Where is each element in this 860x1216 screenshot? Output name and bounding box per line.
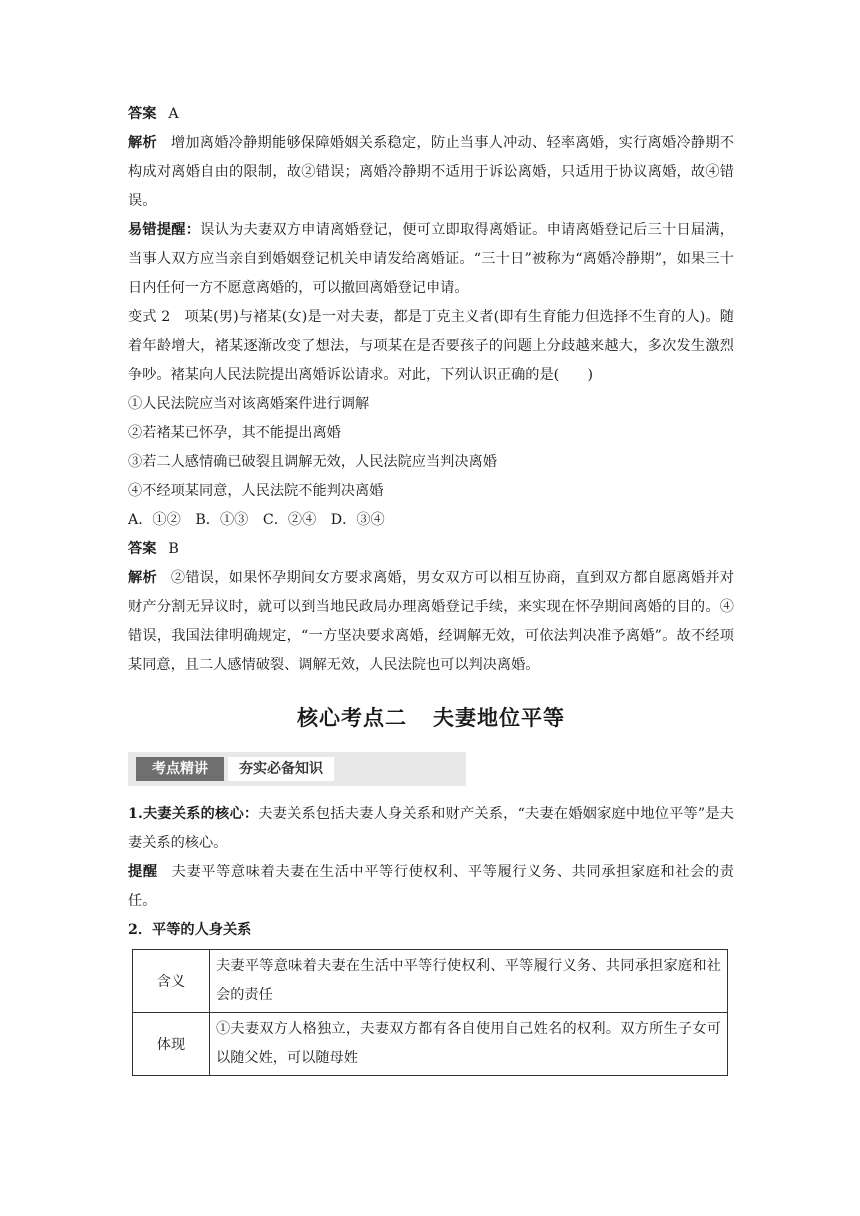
point-1-text: 夫妻关系包括夫妻人身关系和财产关系，“夫妻在婚姻家庭中地位平等”是夫妻关系的核心。 (128, 806, 734, 851)
analysis-label: 解析 (128, 135, 157, 151)
statement-3: ③若二人感情确已破裂且调解无效，人民法院应当判决离婚 (128, 454, 497, 470)
point-1-label: 1.夫妻关系的核心： (128, 806, 259, 822)
answer-label: 答案 (128, 541, 157, 557)
point-2-title: 2．平等的人身关系 (128, 922, 252, 938)
analysis-text: ②错误，如果怀孕期间女方要求离婚，男女双方可以相互协商，直到双方都自愿离婚并对财产分割无异议时，就可以到当地民政局办理离婚登记手续，来实现在怀孕期间离婚的目的。④错误，我国法律明确规定，“一方坚决要求离婚，经调解无效，可依法判决准予离婚”。故不经项某同意，且二人感情破裂、调解无效，人民法院也可以判决离婚。 (128, 570, 734, 673)
section-title-part2: 夫妻地位平等 (433, 706, 565, 730)
table-row-head: 体现 (133, 1013, 210, 1076)
table-row-content: ①夫妻双方人格独立，夫妻双方都有各自使用自己姓名的权利。双方所生子女可以随父姓，可以随母姓 (210, 1013, 728, 1076)
answer-value: A (168, 106, 179, 122)
variant-label: 变式 2 (128, 309, 171, 325)
reminder-text: 夫妻平等意味着夫妻在生活中平等行使权利、平等履行义务、共同承担家庭和社会的责任。 (128, 864, 734, 909)
table-row (133, 950, 728, 1013)
option-a: A．①② (128, 512, 181, 528)
mistake-tip-label: 易错提醒： (128, 222, 201, 238)
answer-1 (128, 100, 734, 129)
option-c: C．②④ (262, 512, 317, 528)
table-row (133, 1013, 728, 1076)
mistake-tip-text: 误认为夫妻双方申请离婚登记，便可立即取得离婚证。申请离婚登记后三十日届满，当事人双方应当亲自到婚姻登记机关申请发给离婚证。“三十日”被称为“离婚冷静期”，如果三十日内任何一方不愿意离婚的，可以撤回离婚登记申请。 (128, 222, 734, 296)
banner-subtitle: 夯实必备知识 (228, 757, 334, 781)
answer-2 (128, 535, 734, 564)
statement-1: ①人民法院应当对该离婚案件进行调解 (128, 396, 370, 412)
answer-options (128, 506, 734, 535)
option-b: B．①③ (195, 512, 249, 528)
relations-table (132, 949, 728, 1076)
section-title (128, 702, 734, 732)
option-d: D．③④ (330, 512, 385, 528)
analysis-1 (128, 129, 734, 216)
reminder (128, 858, 734, 916)
point-1 (128, 800, 734, 858)
answer-value: B (168, 541, 179, 557)
table-row-head: 含义 (133, 950, 210, 1013)
banner-label: 考点精讲 (136, 757, 224, 781)
mistake-tip (128, 216, 734, 303)
reminder-label: 提醒 (128, 864, 158, 880)
analysis-label: 解析 (128, 570, 157, 586)
statement-4: ④不经项某同意，人民法院不能判决离婚 (128, 483, 384, 499)
statement-2: ②若褚某已怀孕，其不能提出离婚 (128, 425, 341, 441)
analysis-2 (128, 564, 734, 680)
document-page (128, 100, 734, 1076)
variant-text: 项某(男)与褚某(女)是一对夫妻，都是丁克主义者(即有生育能力但选择不生育的人)。随着年龄增大，褚某逐渐改变了想法，与项某在是否要孩子的问题上分歧越来越大，多次发生激烈争吵。褚某向人民法院提出离婚诉讼请求。对此，下列认识正确的是( ) (128, 309, 734, 383)
section-banner (128, 752, 466, 786)
answer-label: 答案 (128, 106, 157, 122)
section-title-part1: 核心考点二 (297, 706, 407, 730)
analysis-text: 增加离婚冷静期能够保障婚姻关系稳定，防止当事人冲动、轻率离婚，实行离婚冷静期不构成对离婚自由的限制，故②错误；离婚冷静期不适用于诉讼离婚，只适用于协议离婚，故④错误。 (128, 135, 734, 209)
variant-question (128, 303, 734, 390)
table-row-content: 夫妻平等意味着夫妻在生活中平等行使权利、平等履行义务、共同承担家庭和社会的责任 (210, 950, 728, 1013)
